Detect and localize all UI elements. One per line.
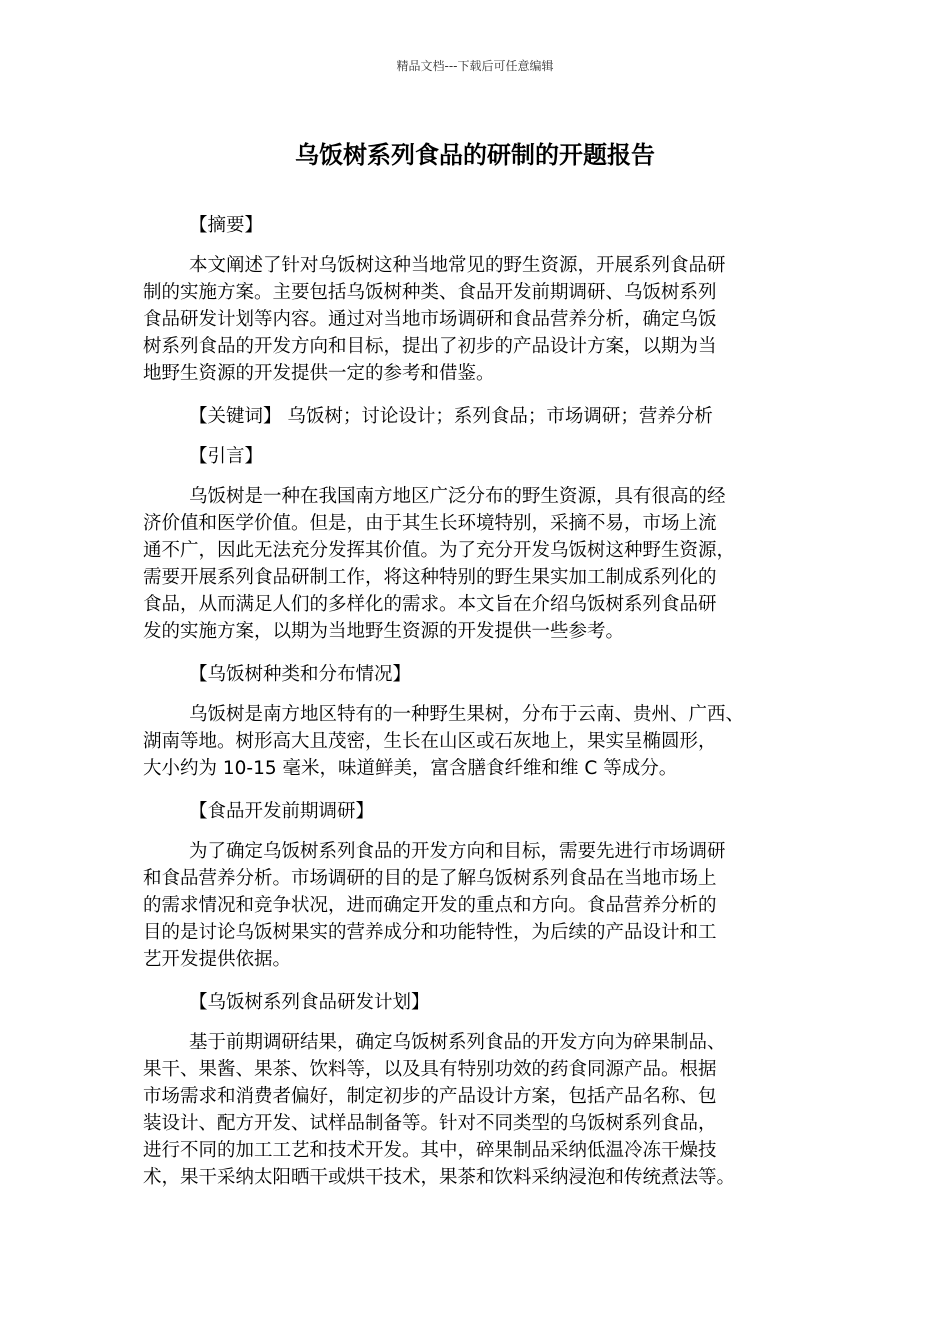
- intro-line: 发的实施方案，以期为当地野生资源的开发提供一些参考。: [143, 621, 625, 642]
- species-heading: 【乌饭树种类和分布情况】: [189, 664, 412, 685]
- plan-line: 果干、果酱、果茶、饮料等，以及具有特别功效的药食同源产品。根据: [143, 1059, 717, 1080]
- abstract-line: 本文阐述了针对乌饭树这种当地常见的野生资源，开展系列食品研: [189, 255, 726, 276]
- abstract-heading: 【摘要】: [189, 215, 264, 236]
- species-line: 乌饭树是南方地区特有的一种野生果树，分布于云南、贵州、广西、: [189, 704, 745, 725]
- page-header-note: 精品文档---下载后可任意编辑: [396, 59, 554, 73]
- research-heading: 【食品开发前期调研】: [189, 801, 375, 822]
- species-paragraph: [143, 701, 805, 782]
- abstract-line: 制的实施方案。主要包括乌饭树种类、食品开发前期调研、乌饭树系列: [143, 282, 717, 303]
- keywords-label: 【关键词】: [189, 406, 282, 427]
- intro-heading: 【引言】: [189, 446, 264, 467]
- plan-heading: 【乌饭树系列食品研发计划】: [189, 992, 430, 1013]
- research-line: 的需求情况和竞争状况，进而确定开发的重点和方向。食品营养分析的: [143, 895, 717, 916]
- abstract-line: 树系列食品的开发方向和目标，提出了初步的产品设计方案，以期为当: [143, 336, 717, 357]
- abstract-paragraph: [143, 252, 805, 387]
- research-paragraph: [143, 838, 805, 973]
- plan-line: 进行不同的加工工艺和技术开发。其中，碎果制品采纳低温冷冻干燥技: [143, 1140, 717, 1161]
- intro-paragraph: [143, 483, 805, 645]
- abstract-line: 地野生资源的开发提供一定的参考和借鉴。: [143, 363, 495, 384]
- plan-paragraph: [143, 1029, 805, 1191]
- species-line: 湖南等地。树形高大且茂密，生长在山区或石灰地上，果实呈椭圆形，: [143, 731, 717, 752]
- plan-line: 基于前期调研结果，确定乌饭树系列食品的开发方向为碎果制品、: [189, 1032, 726, 1053]
- intro-line: 需要开展系列食品研制工作，将这种特别的野生果实加工制成系列化的: [143, 567, 717, 588]
- plan-line: 市场需求和消费者偏好，制定初步的产品设计方案，包括产品名称、包: [143, 1086, 717, 1107]
- keywords-line: [143, 403, 805, 430]
- research-line: 为了确定乌饭树系列食品的开发方向和目标，需要先进行市场调研: [189, 841, 726, 862]
- intro-line: 通不广，因此无法充分发挥其价值。为了充分开发乌饭树这种野生资源，: [143, 540, 736, 561]
- species-line: 大小约为 10-15 毫米，味道鲜美，富含膳食纤维和维 C 等成分。: [143, 758, 678, 779]
- intro-line: 食品，从而满足人们的多样化的需求。本文旨在介绍乌饭树系列食品研: [143, 594, 717, 615]
- document-title: 乌饭树系列食品的研制的开题报告: [295, 141, 655, 169]
- abstract-line: 食品研发计划等内容。通过对当地市场调研和食品营养分析，确定乌饭: [143, 309, 717, 330]
- intro-line: 乌饭树是一种在我国南方地区广泛分布的野生资源，具有很高的经: [189, 486, 726, 507]
- intro-line: 济价值和医学价值。但是，由于其生长环境特别，采摘不易，市场上流: [143, 513, 717, 534]
- plan-line: 装设计、配方开发、试样品制备等。针对不同类型的乌饭树系列食品，: [143, 1113, 717, 1134]
- plan-line: 术，果干采纳太阳晒干或烘干技术，果茶和饮料采纳浸泡和传统煮法等。: [143, 1167, 736, 1188]
- research-line: 和食品营养分析。市场调研的目的是了解乌饭树系列食品在当地市场上: [143, 868, 717, 889]
- document-body: [143, 212, 805, 1191]
- keywords-text: 乌饭树；讨论设计；系列食品；市场调研；营养分析: [287, 406, 713, 427]
- research-line: 目的是讨论乌饭树果实的营养成分和功能特性，为后续的产品设计和工: [143, 922, 717, 943]
- research-line: 艺开发提供依据。: [143, 949, 292, 970]
